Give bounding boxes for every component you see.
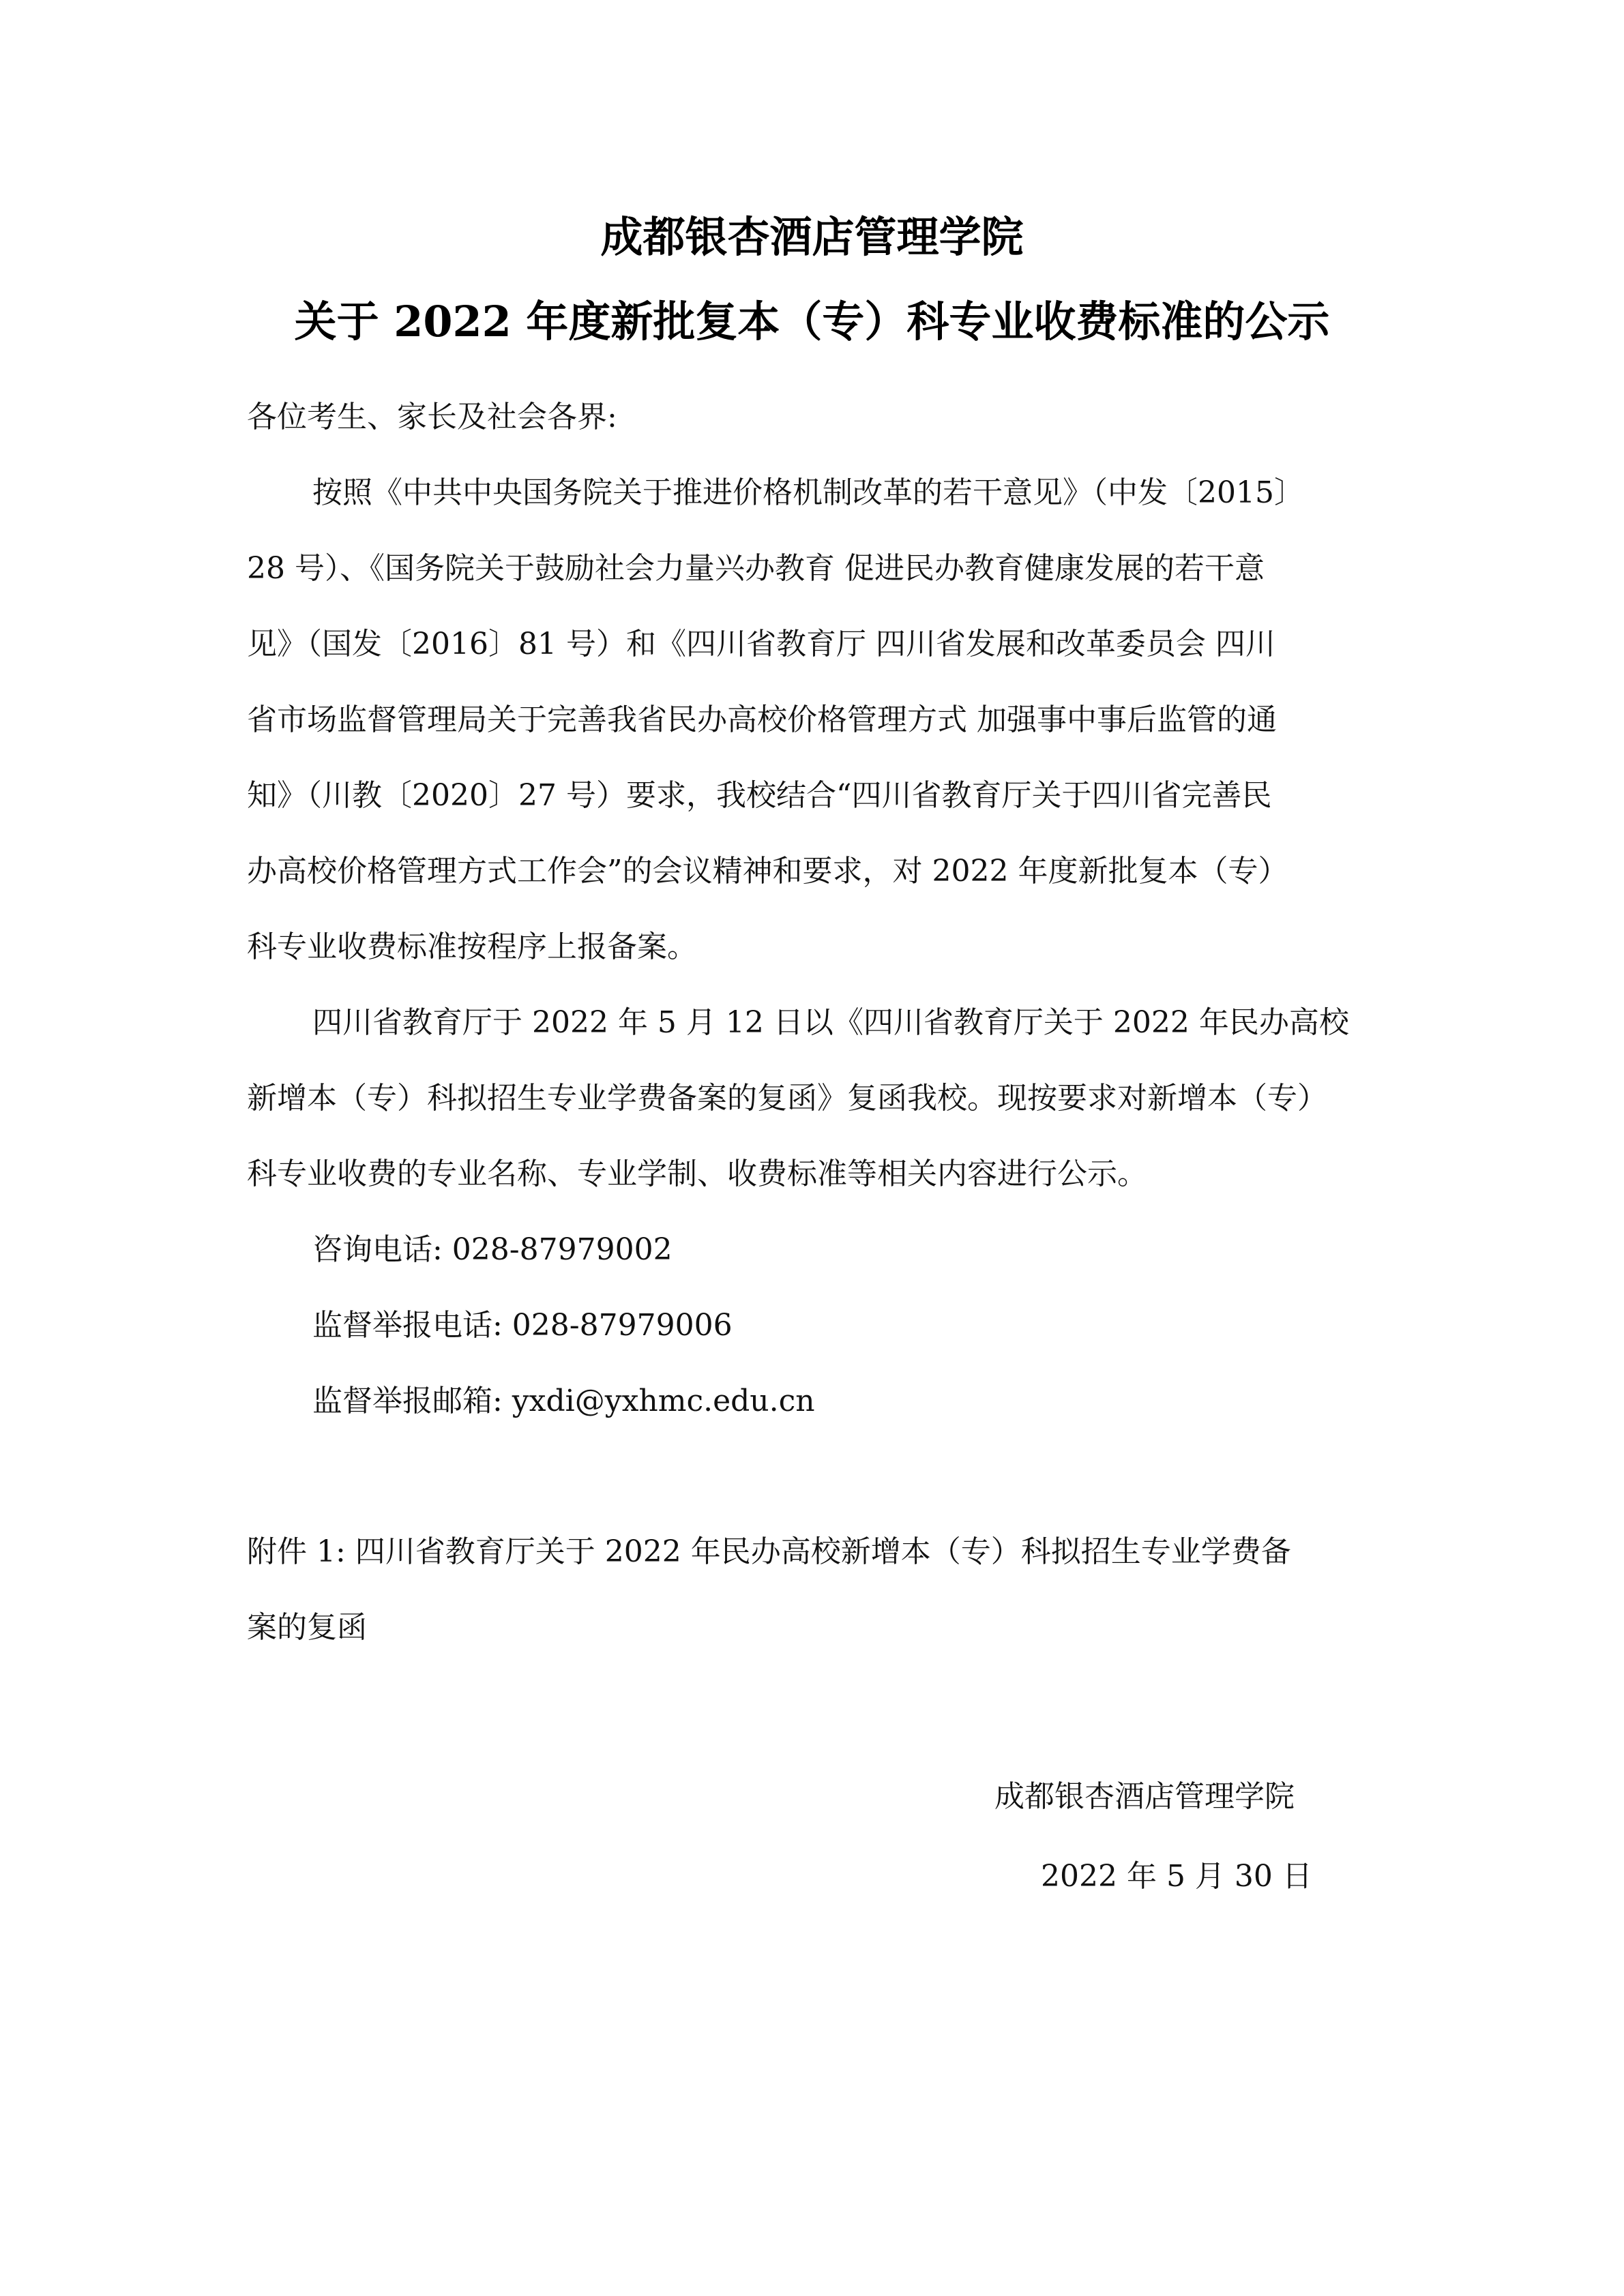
signature-date: 2022 年 5 月 30 日: [1041, 1859, 1312, 1894]
attachment-line: 案的复函: [247, 1610, 367, 1645]
document-title-subject: 关于 2022 年度新批复本（专）科专业收费标准的公示: [294, 297, 1330, 346]
paragraph-line: 办高校价格管理方式工作会”的会议精神和要求，对 2022 年度新批复本（专）: [247, 854, 1288, 889]
document-title-institution: 成都银杏酒店管理学院: [600, 212, 1024, 262]
report-email: 监督举报邮箱: yxdi@yxhmc.edu.cn: [312, 1384, 815, 1418]
consult-phone: 咨询电话: 028-87979002: [312, 1232, 673, 1267]
paragraph-line: 四川省教育厅于 2022 年 5 月 12 日以《四川省教育厅关于 2022 年民办高校: [312, 1005, 1349, 1040]
contact-section: [247, 1212, 1393, 1439]
greeting-text: 各位考生、家长及社会各界:: [247, 400, 617, 434]
paragraph-line: 按照《中共中央国务院关于推进价格机制改革的若干意见》（中发〔2015〕: [312, 475, 1304, 510]
paragraph-line: 新增本（专）科拟招生专业学费备案的复函》复函我校。现按要求对新增本（专）: [247, 1081, 1327, 1116]
paragraph-line: 科专业收费标准按程序上报备案。: [247, 929, 697, 964]
paragraph-approval-notice: [247, 985, 1393, 1212]
attachment-line: 附件 1: 四川省教育厅关于 2022 年民办高校新增本（专）科拟招生专业学费备: [247, 1534, 1291, 1569]
greeting-section: [247, 379, 1393, 455]
paragraph-line: 见》（国发〔2016〕81 号）和《四川省教育厅 四川省发展和改革委员会 四川: [247, 627, 1275, 661]
report-phone: 监督举报电话: 028-87979006: [312, 1308, 733, 1343]
attachment-section: [247, 1514, 1393, 1665]
signature-organization: 成都银杏酒店管理学院: [994, 1779, 1295, 1814]
paragraph-line: 科专业收费的专业名称、专业学制、收费标准等相关内容进行公示。: [247, 1157, 1147, 1191]
paragraph-policy-basis: [247, 455, 1393, 985]
paragraph-line: 28 号）、《国务院关于鼓励社会力量兴办教育 促进民办教育健康发展的若干意: [247, 551, 1265, 586]
paragraph-line: 省市场监督管理局关于完善我省民办高校价格管理方式 加强事中事后监管的通: [247, 702, 1277, 737]
paragraph-line: 知》（川教〔2020〕27 号）要求，我校结合“四川省教育厅关于四川省完善民: [247, 778, 1272, 813]
